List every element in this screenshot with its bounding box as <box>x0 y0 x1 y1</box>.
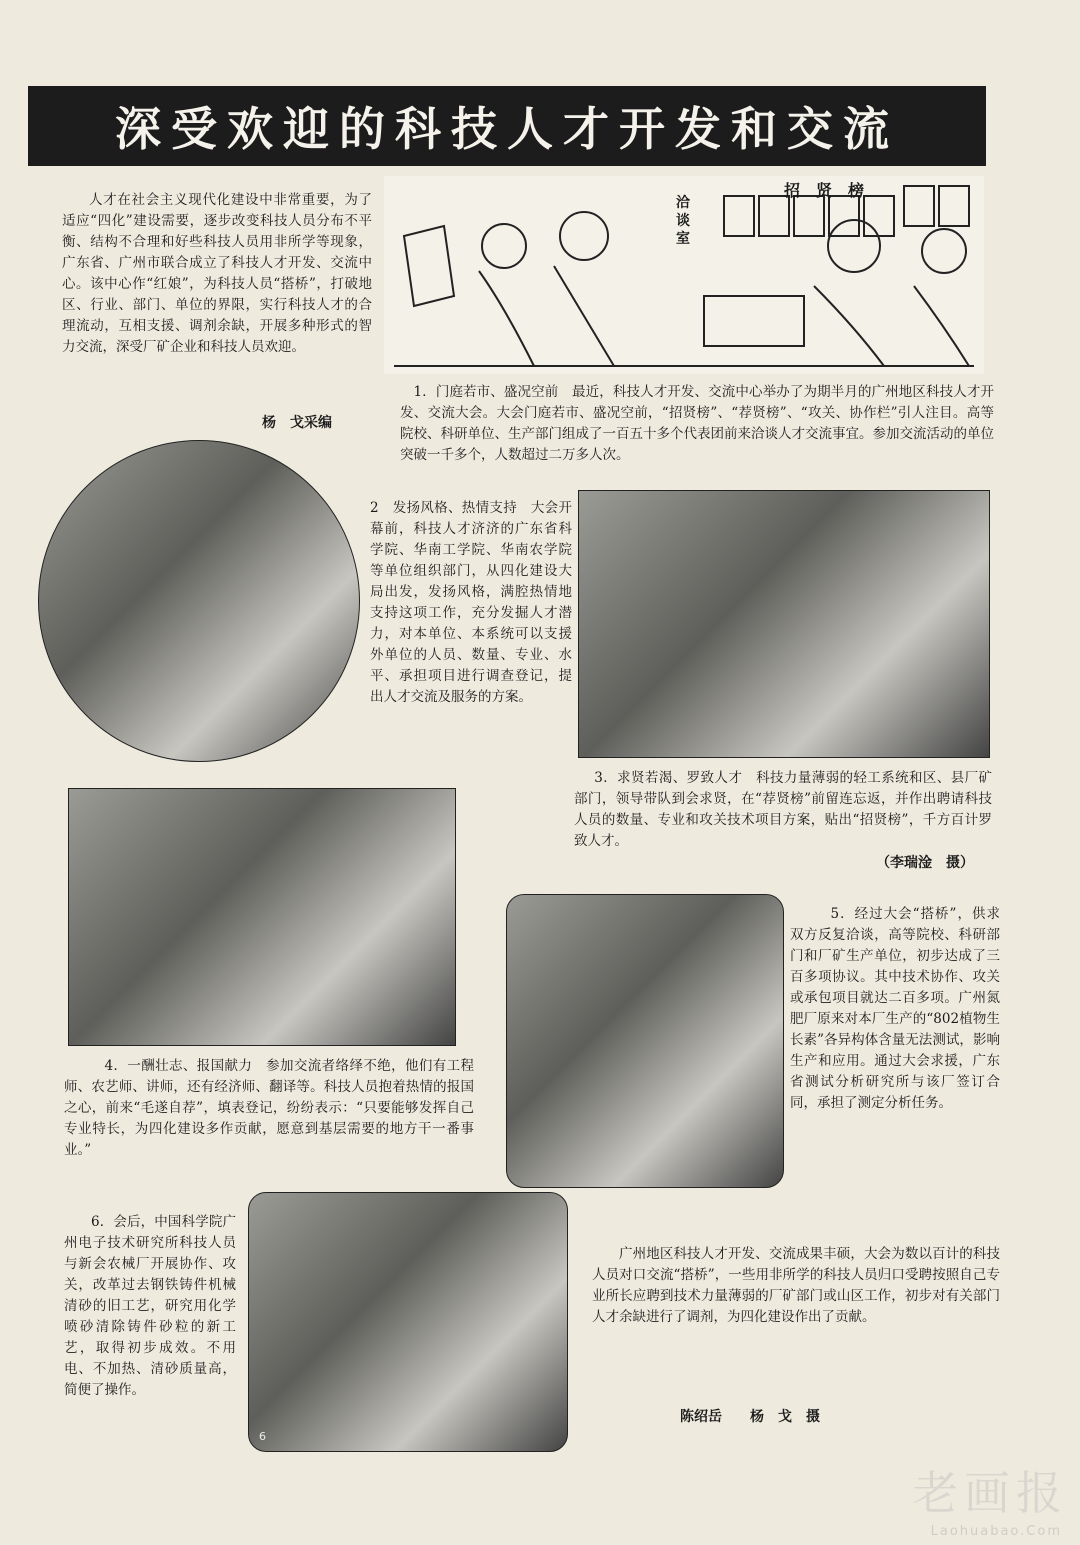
photo-circle-registration <box>38 440 360 762</box>
caption-2: 2 发扬风格、热情支持 大会开幕前，科技人才济济的广东省科学院、华南工学院、华南农学院等单位组织部门，从四化建设大局出发，发扬风格，满腔热情地支持这项工作，充分发掘人才潜力，对本单位、本系统可以支援外单位的人员、数量、专业、水平、承担项目进行调查登记，提出人才交流及服务的方案。 <box>370 500 572 705</box>
caption-1: 1．门庭若市、盛况空前 最近，科技人才开发、交流中心举办了为期半月的广州地区科技人才开发、交流大会。大会门庭若市、盛况空前，“招贤榜”、“荐贤榜”、“攻关、协作栏”引人注目。高等院校、科研单位、生产部门组成了一百五十多个代表团前来洽谈人才交流事宜。参加交流活动的单位突破一千多个，人数超过二万多人次。 <box>400 384 994 463</box>
watermark-url: Laohuabao.Com <box>930 1524 1062 1539</box>
caption-3: 3．求贤若渴、罗致人才 科技力量薄弱的轻工系统和区、县厂矿部门，领导带队到会求贤，在“荐贤榜”前留连忘返，并作出聘请科技人员的数量、专业和攻关技术项目方案，贴出“招贤榜”，千方百计罗致人才。 <box>574 770 992 849</box>
caption-5: 5．经过大会“搭桥”，供求双方反复洽谈，高等院校、科研部门和厂矿生产单位，初步达成了三百多项协议。其中技术协作、攻关或承包项目就达二百多项。广州氮肥厂原来对本厂生产的“802植物生长素”各异构体含量无法测试，影响生产和应用。通过大会求援，广东省测试分析研究所与该厂签订合同，承担了测定分析任务。 <box>790 906 1000 1111</box>
photo-hall-crowd <box>578 490 990 758</box>
intro-credit: 杨 戈采编 <box>262 415 332 431</box>
caption-6: 6．会后，中国科学院广州电子技术研究所科技人员与新会农械厂开展协作、攻关，改革过去钢铁铸件机械清砂的旧工艺，研究用化学喷砂清除铸件砂粒的新工艺，取得初步成效。不用电、不加热、清砂质量高，简便了操作。 <box>64 1214 236 1398</box>
bottom-credit: 陈绍岳 杨 戈 摄 <box>680 1409 820 1425</box>
page-title: 深受欢迎的科技人才开发和交流 <box>28 86 986 166</box>
sketch-sign-recruit: 招 贤 榜 <box>784 181 865 200</box>
photo-group-table <box>68 788 456 1046</box>
sketch-illustration <box>384 176 984 374</box>
summary-text: 广州地区科技人才开发、交流成果丰硕，大会为数以百计的科技人员对口交流“搭桥”，一些用非所学的科技人员归口受聘按照自己专业所长应聘到技术力量薄弱的厂矿部门或山区工作，初步对有关部门人才余缺进行了调剂，为四化建设作出了贡献。 <box>592 1246 1000 1325</box>
photo-6-number: 6 <box>259 1430 266 1443</box>
caption-3-credit: （李瑞淦 摄） <box>876 855 974 871</box>
watermark-logo: 老画报 <box>912 1466 1068 1520</box>
photo-lab-instrument <box>506 894 784 1188</box>
caption-4: 4．一酬壮志、报国献力 参加交流者络绎不绝，他们有工程师、农艺师、讲师，还有经济师、翻译等。科技人员抱着热情的报国之心，前来“毛遂自荐”，填表登记，纷纷表示：“只要能够发挥自己专业特长，为四化建设多作贡献，愿意到基层需要的地方干一番事业。” <box>64 1058 474 1158</box>
intro-text: 人才在社会主义现代化建设中非常重要，为了适应“四化”建设需要，逐步改变科技人员分布不平衡、结构不合理和好些科技人员用非所学等现象，广东省、广州市联合成立了科技人才开发、交流中心。该中心作“红娘”，为科技人员“搭桥”，打破地区、行业、部门、单位的界限，实行科技人才的合理流动，互相支援、调剂余缺，开展多种形式的智力交流，深受厂矿企业和科技人员欢迎。 <box>62 192 372 355</box>
photo-workshop <box>248 1192 568 1452</box>
sketch-sign-talk-room: 洽谈室 <box>676 195 690 247</box>
